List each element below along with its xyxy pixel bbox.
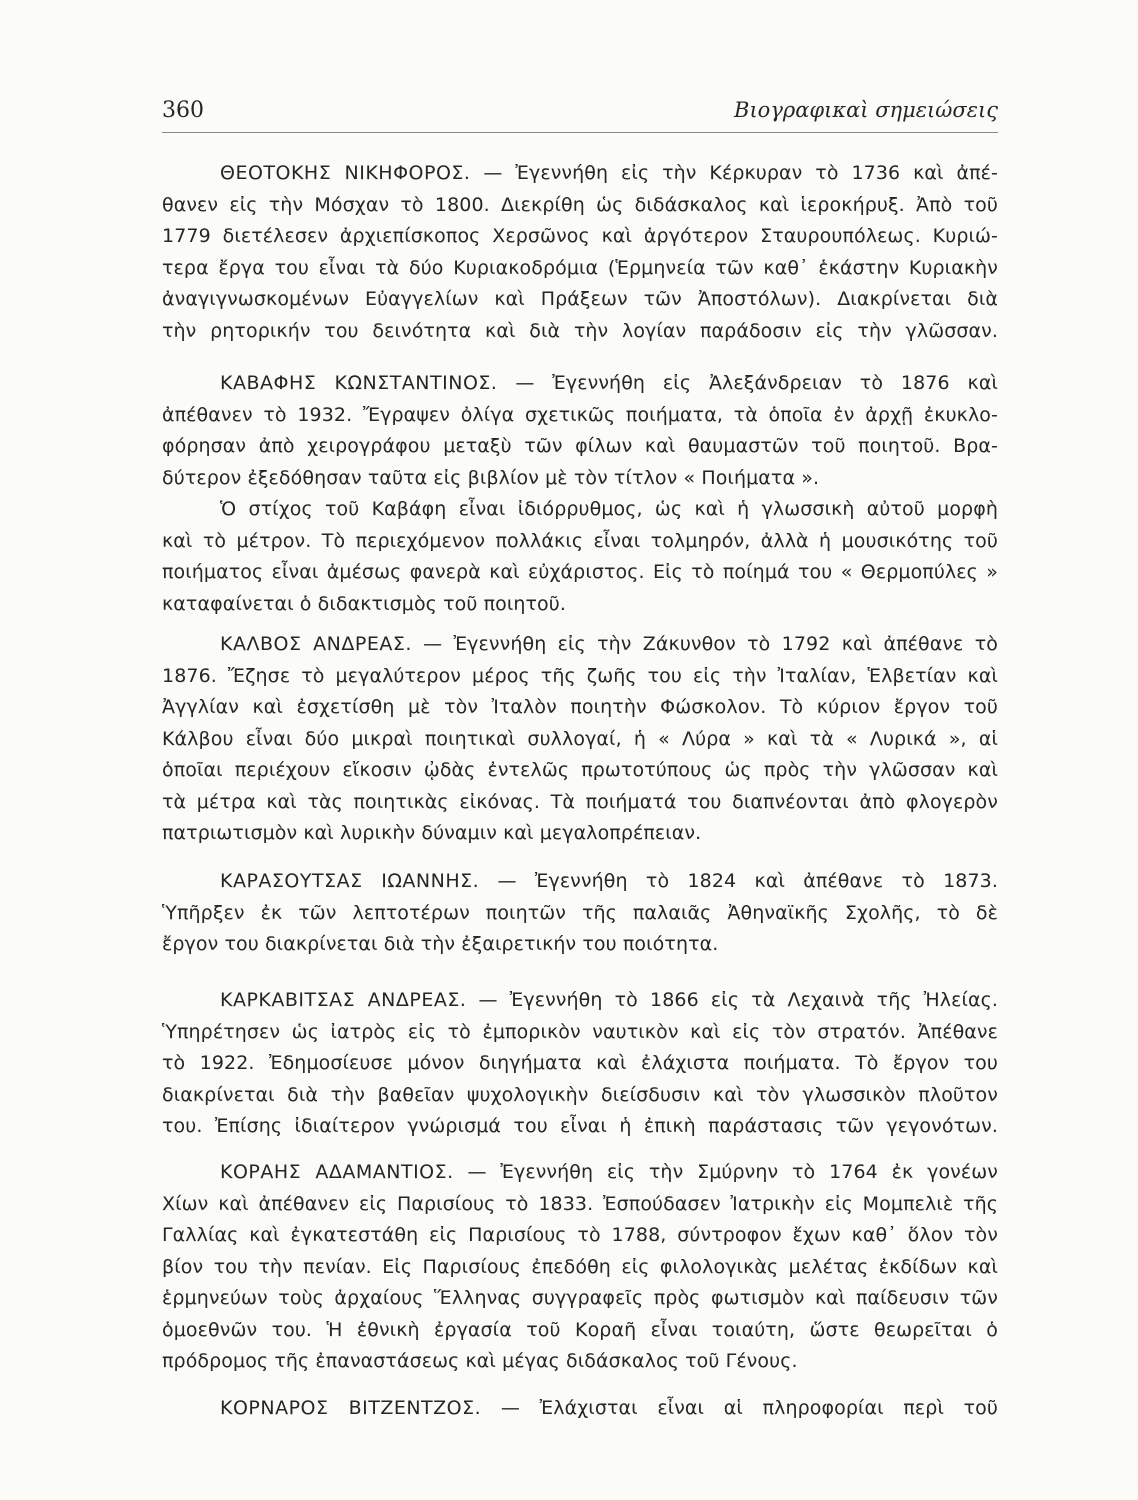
entry-first-line xyxy=(162,158,998,190)
entry-line: ὁποῖαι περιέχουν εἴκοσιν ᾠδὰς ἐντελῶς πρωτοτύπους ὡς πρὸς τὴν γλῶσσαν καὶ xyxy=(162,759,998,781)
entry-text: — Ἐγεννήθη εἰς τὴν Σμύρνην τὸ 1764 ἐκ γονέων xyxy=(453,1161,998,1183)
running-head: Βιογραφικαὶ σημειώσεις xyxy=(734,98,998,122)
entry-name: ΚΟΡΝΑΡΟΣ ΒΙΤΖΕΝΤΖΟΣ. xyxy=(220,1397,482,1419)
page-header xyxy=(162,92,998,136)
entry-line: τὴν ρητορικήν του δεινότητα καὶ διὰ τὴν λογίαν παράδοσιν εἰς τὴν γλῶσσαν. xyxy=(162,319,998,342)
entry-text: — Ἐλάχισται εἶναι αἱ πληροφορίαι περὶ τοῦ xyxy=(481,1397,998,1419)
header-rule xyxy=(162,132,998,133)
entry-name: ΚΑΡΑΣΟΥΤΣΑΣ ΙΩΑΝΝΗΣ. xyxy=(220,870,480,892)
entry-kavafis xyxy=(162,368,998,620)
entry-line: του. Ἐπίσης ἰδιαίτερον γνώρισμά του εἶναι ἡ ἐπικὴ παράστασις τῶν γεγονότων. xyxy=(162,1115,998,1137)
entry-line: θανεν εἰς τὴν Μόσχαν τὸ 1800. Διεκρίθη ὡς διδάσκαλος καὶ ἱεροκήρυξ. Ἀπὸ τοῦ xyxy=(162,193,998,216)
entry-karasoutsas xyxy=(162,866,998,961)
entry-text: — Ἐγεννήθη εἰς Ἀλεξάνδρειαν τὸ 1876 καὶ xyxy=(497,372,998,394)
entry-line: ἀναγιγνωσκομένων Εὐαγγελίων καὶ Πράξεων τῶν Ἀποστόλων). Διακρίνεται διὰ xyxy=(162,288,998,310)
entry-paragraph-first-line: Ὁ στίχος τοῦ Καβάφη εἶναι ἰδιόρρυθμος, ὡς καὶ ἡ γλωσσικὴ αὐτοῦ μορφὴ xyxy=(220,498,998,520)
entry-line: Ὑπῆρξεν ἐκ τῶν λεπτοτέρων ποιητῶν τῆς παλαιᾶς Ἀθηναϊκῆς Σχολῆς, τὸ δὲ xyxy=(162,901,998,924)
entry-line: ποιήματος εἶναι ἀμέσως φανερὰ καὶ εὐχάριστος. Εἰς τὸ ποίημά του « Θερμοπύλες » xyxy=(162,561,998,583)
entry-kalvos xyxy=(162,629,998,850)
entry-name: ΚΑΡΚΑΒΙΤΣΑΣ ΑΝΔΡΕΑΣ. xyxy=(220,989,467,1011)
entry-line: διακρίνεται διὰ τὴν βαθεῖαν ψυχολογικὴν διείσδυσιν καὶ τὸν γλωσσικὸν πλοῦτον xyxy=(162,1083,998,1106)
entry-kornaros xyxy=(162,1393,998,1425)
entry-name: ΚΑΛΒΟΣ ΑΝΔΡΕΑΣ. xyxy=(220,633,412,655)
entry-theotokis xyxy=(162,158,998,347)
entry-name: ΘΕΟΤΟΚΗΣ ΝΙΚΗΦΟΡΟΣ. xyxy=(220,162,471,184)
entry-line: Γαλλίας καὶ ἐγκατεστάθη εἰς Παρισίους τὸ 1788, σύντροφον ἔχων καθ᾽ ὅλον τὸν xyxy=(162,1224,998,1246)
entry-korais xyxy=(162,1157,998,1378)
entry-text: — Ἐγεννήθη εἰς τὴν Κέρκυραν τὸ 1736 καὶ ἀπέ- xyxy=(470,162,998,184)
entry-line: πρόδρομος τῆς ἐπαναστάσεως καὶ μέγας διδάσκαλος τοῦ Γένους. xyxy=(162,1350,798,1372)
entry-line: 1779 διετέλεσεν ἀρχιεπίσκοπος Χερσῶνος καὶ ἀργότερον Σταυρουπόλεως. Κυριώ- xyxy=(162,225,998,247)
entry-line: καὶ τὸ μέτρον. Τὸ περιεχόμενον πολλάκις εἶναι τολμηρόν, ἀλλὰ ἡ μουσικότης τοῦ xyxy=(162,529,998,552)
entry-line: 1876. Ἔζησε τὸ μεγαλύτερον μέρος τῆς ζωῆς του εἰς τὴν Ἰταλίαν, Ἑλβετίαν καὶ xyxy=(162,664,998,687)
entry-line: Κάλβου εἶναι δύο μικραὶ ποιητικαὶ συλλογαί, ἡ « Λύρα » καὶ τὰ « Λυρικά », αἱ xyxy=(162,727,998,750)
entry-first-line xyxy=(162,866,998,898)
entry-line: βίον του τὴν πενίαν. Εἰς Παρισίους ἐπεδόθη εἰς φιλολογικὰς μελέτας ἐκδίδων καὶ xyxy=(162,1255,998,1278)
entry-karkavitsas xyxy=(162,985,998,1143)
page-number: 360 xyxy=(162,98,204,123)
entry-line: φόρησαν ἀπὸ χειρογράφου μεταξὺ τῶν φίλων καὶ θαυμαστῶν τοῦ ποιητοῦ. Βρα- xyxy=(162,435,998,457)
entry-name: ΚΟΡΑΗΣ ΑΔΑΜΑΝΤΙΟΣ. xyxy=(220,1161,454,1183)
entry-line: ἑρμηνεύων τοὺς ἀρχαίους Ἕλληνας συγγραφεῖς πρὸς φωτισμὸν καὶ παίδευσιν τῶν xyxy=(162,1287,998,1309)
entry-line: ἀπέθανεν τὸ 1932. Ἔγραψεν ὀλίγα σχετικῶς ποιήματα, τὰ ὁποῖα ἐν ἀρχῇ ἐκυκλο- xyxy=(162,403,998,426)
entry-first-line xyxy=(162,629,998,661)
entry-line: τερα ἔργα του εἶναι τὰ δύο Κυριακοδρόμια (Ἑρμηνεία τῶν καθ᾽ ἑκάστην Κυριακὴν xyxy=(162,256,998,279)
entry-line: Χίων καὶ ἀπέθανεν εἰς Παρισίους τὸ 1833. Ἐσπούδασεν Ἰατρικὴν εἰς Μομπελιὲ τῆς xyxy=(162,1192,998,1215)
entry-name: ΚΑΒΑΦΗΣ ΚΩΝΣΤΑΝΤΙΝΟΣ. xyxy=(220,372,498,394)
entry-text: — Ἐγεννήθη τὸ 1824 καὶ ἀπέθανε τὸ 1873. xyxy=(479,870,998,892)
entry-first-line xyxy=(162,1157,998,1189)
entry-first-line xyxy=(162,1393,998,1425)
entry-line: τὰ μέτρα καὶ τὰς ποιητικὰς εἰκόνας. Τὰ ποιήματά του διαπνέονται ἀπὸ φλογερὸν xyxy=(162,790,998,813)
entry-line: πατριωτισμὸν καὶ λυρικὴν δύναμιν καὶ μεγαλοπρέπειαν. xyxy=(162,822,702,844)
entry-text: — Ἐγεννήθη εἰς τὴν Ζάκυνθον τὸ 1792 καὶ ἀπέθανε τὸ xyxy=(411,633,998,655)
entry-line: ἔργον του διακρίνεται διὰ τὴν ἐξαιρετικήν του ποιότητα. xyxy=(162,933,719,955)
entry-text: — Ἐγεννήθη τὸ 1866 εἰς τὰ Λεχαινὰ τῆς Ἠλείας. xyxy=(466,989,999,1011)
entry-line: τὸ 1922. Ἐδημοσίευσε μόνον διηγήματα καὶ ἐλάχιστα ποιήματα. Τὸ ἔργον του xyxy=(162,1052,998,1074)
entry-line: Ἀγγλίαν καὶ ἐσχετίσθη μὲ τὸν Ἰταλὸν ποιητὴν Φώσκολον. Τὸ κύριον ἔργον τοῦ xyxy=(162,696,998,718)
entry-first-line xyxy=(162,985,998,1017)
entry-line: ὁμοεθνῶν του. Ἡ ἐθνικὴ ἐργασία τοῦ Κοραῆ εἶναι τοιαύτη, ὥστε θεωρεῖται ὁ xyxy=(162,1318,998,1341)
entry-line: Ὑπηρέτησεν ὡς ἰατρὸς εἰς τὸ ἐμπορικὸν ναυτικὸν καὶ εἰς τὸν στρατόν. Ἀπέθανε xyxy=(162,1020,998,1043)
entry-line: δύτερον ἐξεδόθησαν ταῦτα εἰς βιβλίον μὲ τὸν τίτλον « Ποιήματα ». xyxy=(162,466,820,489)
entry-line: καταφαίνεται ὁ διδακτισμὸς τοῦ ποιητοῦ. xyxy=(162,592,566,615)
entry-first-line xyxy=(162,368,998,400)
